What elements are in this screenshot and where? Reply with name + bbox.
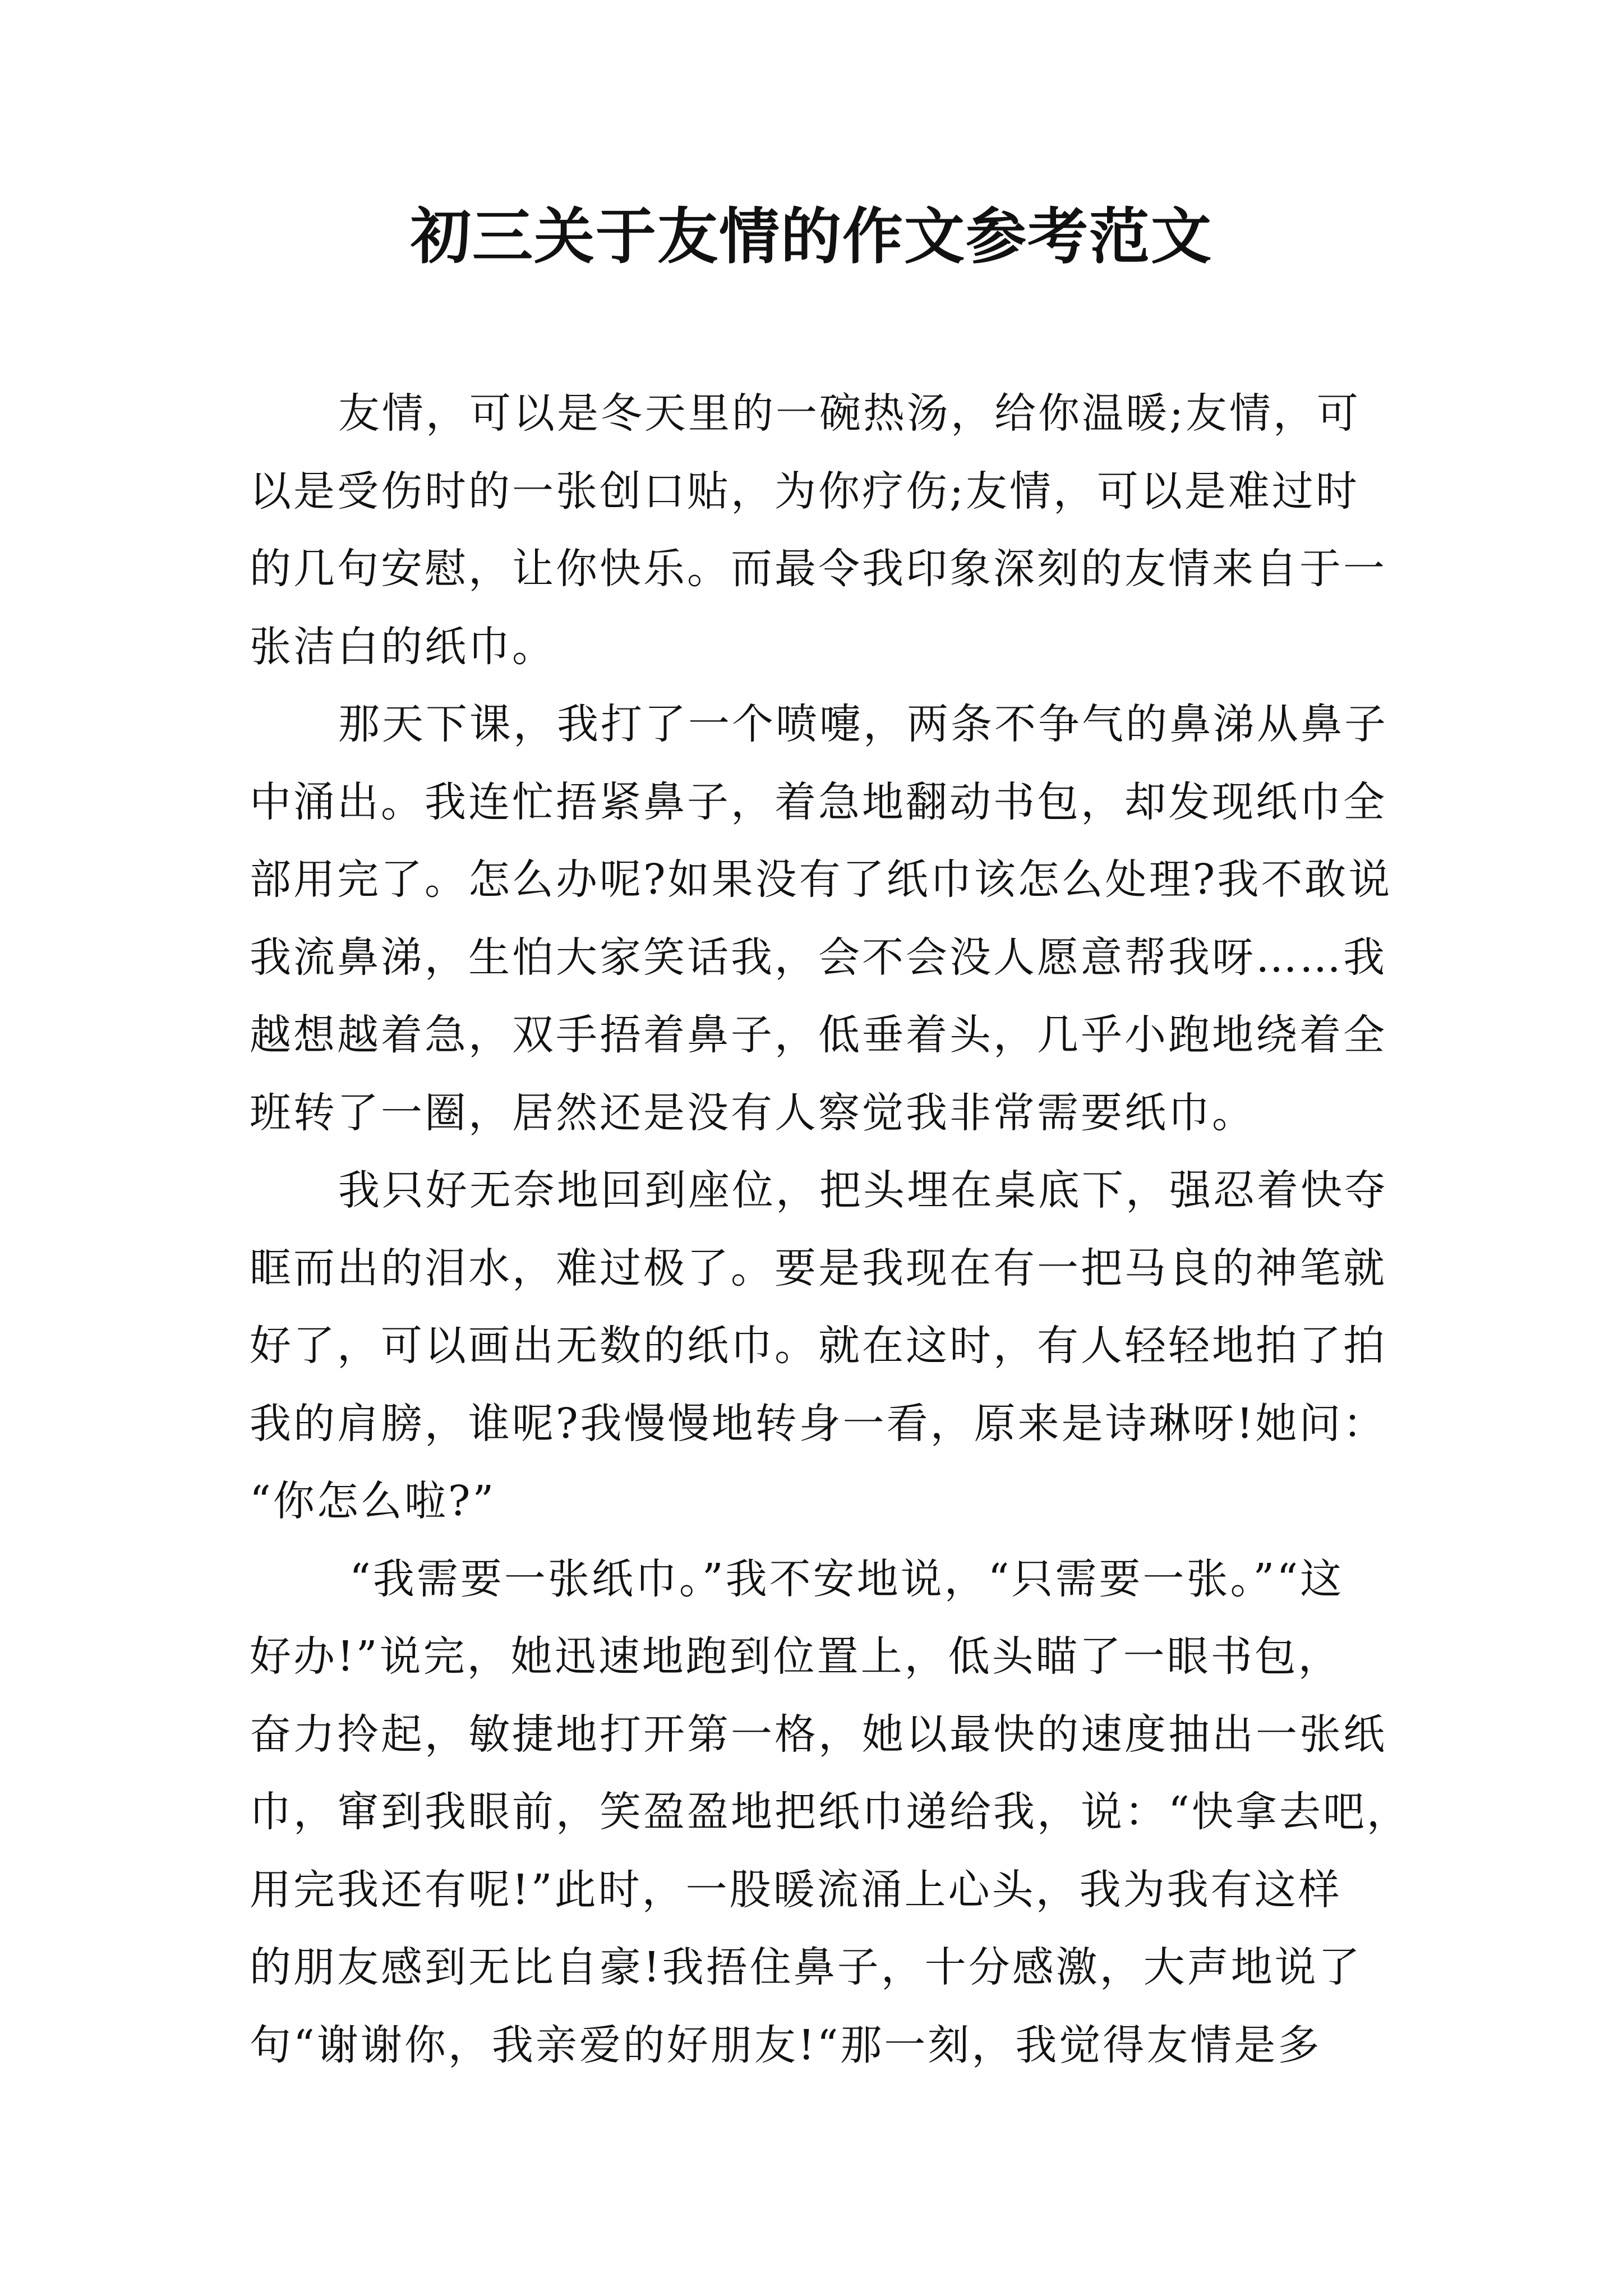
text-line: 巾，窜到我眼前，笑盈盈地把纸巾递给我，说：“快拿去吧， bbox=[250, 1788, 1410, 1836]
text-line: 用完我还有呢!”此时，一股暖流涌上心头，我为我有这样 bbox=[250, 1865, 1342, 1914]
text-line: 张洁白的纸巾。 bbox=[250, 622, 556, 671]
text-line: 的朋友感到无比自豪!我捂住鼻子，十分感激，大声地说了 bbox=[250, 1943, 1362, 1991]
text-line: 班转了一圈，居然还是没有人察觉我非常需要纸巾。 bbox=[250, 1088, 1256, 1137]
text-line: “我需要一张纸巾。”我不安地说，“只需要一张。”“这 bbox=[349, 1554, 1344, 1603]
text-line: 部用完了。怎么办呢?如果没有了纸巾该怎么处理?我不敢说 bbox=[250, 855, 1393, 904]
text-line: 那天下课，我打了一个喷嚏，两条不争气的鼻涕从鼻子 bbox=[338, 700, 1388, 748]
document-title: 初三关于友情的作文参考范文 bbox=[410, 201, 1212, 272]
text-line: 眶而出的泪水，难过极了。要是我现在有一把马良的神笔就 bbox=[250, 1244, 1387, 1292]
text-line: “你怎么啦?” bbox=[250, 1477, 496, 1525]
text-line: 的几句安慰，让你快乐。而最令我印象深刻的友情来自于一 bbox=[250, 545, 1387, 593]
text-line: 好办!”说完，她迅速地跑到位置上，低头瞄了一眼书包， bbox=[250, 1632, 1342, 1681]
text-line: 奋力拎起，敏捷地打开第一格，她以最快的速度抽出一张纸 bbox=[250, 1710, 1387, 1759]
text-line: 我只好无奈地回到座位，把头埋在桌底下，强忍着快夺 bbox=[338, 1166, 1388, 1214]
document-body bbox=[250, 375, 1410, 2084]
text-line: 句“谢谢你，我亲爱的好朋友!“那一刻，我觉得友情是多 bbox=[250, 2021, 1322, 2069]
text-line: 友情，可以是冬天里的一碗热汤，给你温暖;友情，可 bbox=[338, 389, 1361, 438]
text-line: 越想越着急，双手捂着鼻子，低垂着头，几乎小跑地绕着全 bbox=[250, 1011, 1387, 1059]
text-line: 我的肩膀，谁呢?我慢慢地转身一看，原来是诗琳呀!她问： bbox=[250, 1399, 1387, 1448]
text-line: 以是受伤时的一张创口贴，为你疗伤;友情，可以是难过时 bbox=[250, 467, 1359, 516]
text-line: 好了，可以画出无数的纸巾。就在这时，有人轻轻地拍了拍 bbox=[250, 1322, 1387, 1370]
text-line: 我流鼻涕，生怕大家笑话我，会不会没人愿意帮我呀……我 bbox=[250, 933, 1387, 982]
text-line: 中涌出。我连忙捂紧鼻子，着急地翻动书包，却发现纸巾全 bbox=[250, 777, 1387, 826]
